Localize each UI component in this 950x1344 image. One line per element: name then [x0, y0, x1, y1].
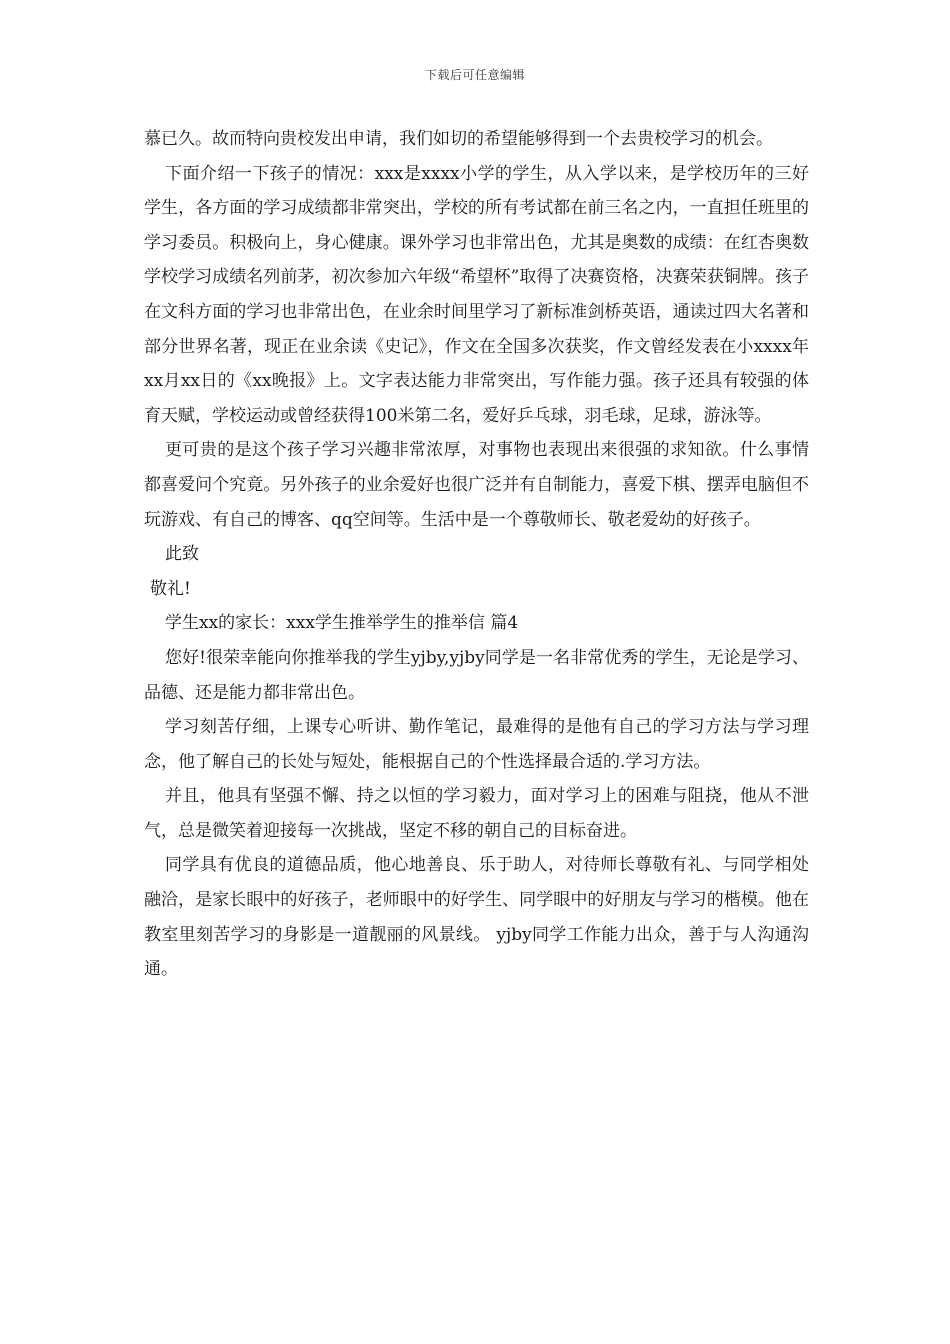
closing-salutation: 此致: [165, 544, 199, 565]
paragraph-perseverance: 并且，他具有坚强不懈、持之以恒的学习毅力，面对学习上的困难与阻挠，他从不泄气，总是微笑着迎接每一次挑战，坚定不移的朝自己的目标奋进。: [144, 786, 809, 841]
page-header-note: 下载后可任意编辑: [424, 68, 525, 82]
paragraph-continuation: 慕已久。故而特向贵校发出申请，我们如切的希望能够得到一个去贵校学习的机会。: [144, 129, 773, 149]
paragraph-curiosity: 更可贵的是这个孩子学习兴趣非常浓厚，对事物也表现出来很强的求知欲。什么事情都喜爱问个究竟。另外孩子的业余爱好也很广泛并有自制能力，喜爱下棋、摆弄电脑但不玩游戏、有自己的博客、qq空间等。生活中是一个尊敬师长、敬老爱幼的好孩子。: [144, 440, 809, 530]
paragraph-recommendation-intro: 您好!很荣幸能向你推举我的学生yjby,yjby同学是一名非常优秀的学生，无论是学习、品德、还是能力都非常出色。: [144, 647, 809, 703]
paragraph-moral-character: 同学具有优良的道德品质，他心地善良、乐于助人，对待师长尊敬有礼、与同学相处融洽，是家长眼中的好孩子，老师眼中的好学生、同学眼中的好朋友与学习的楷模。他在教室里刻苦学习的身影是一道靓丽的风景线。 yjby同学工作能力出众，善于与人沟通沟通。: [144, 855, 809, 980]
closing-regards: 敬礼!: [150, 578, 191, 599]
paragraph-study-habits: 学习刻苦仔细，上课专心听讲、勤作笔记，最难得的是他有自己的学习方法与学习理念，他了解自己的长处与短处，能根据自己的个性选择最合适的.学习方法。: [144, 717, 809, 772]
document-body: [144, 122, 809, 987]
section-heading-letter-4: 学生xx的家长：xxx学生推举学生的推举信 篇4: [165, 613, 519, 634]
paragraph-child-introduction: 下面介绍一下孩子的情况：xxx是xxxx小学的学生，从入学以来，是学校历年的三好学生，各方面的学习成绩都非常突出，学校的所有考试都在前三名之内，一直担任班里的学习委员。积极向上，身心健康。课外学习也非常出色，尤其是奥数的成绩：在红杏奥数学校学习成绩名列前茅，初次参加六年级“希望杯”取得了决赛资格，决赛荣获铜牌。孩子在文科方面的学习也非常出色，在业余时间里学习了新标准剑桥英语，通读过四大名著和部分世界名著，现正在业余读《史记》，作文在全国多次获奖，作文曾经发表在小xxxx年xx月xx日的《xx晚报》上。文字表达能力非常突出，写作能力强。孩子还具有较强的体育天赋，学校运动或曾经获得100米第二名，爱好乒乓球，羽毛球，足球，游泳等。: [144, 163, 809, 426]
